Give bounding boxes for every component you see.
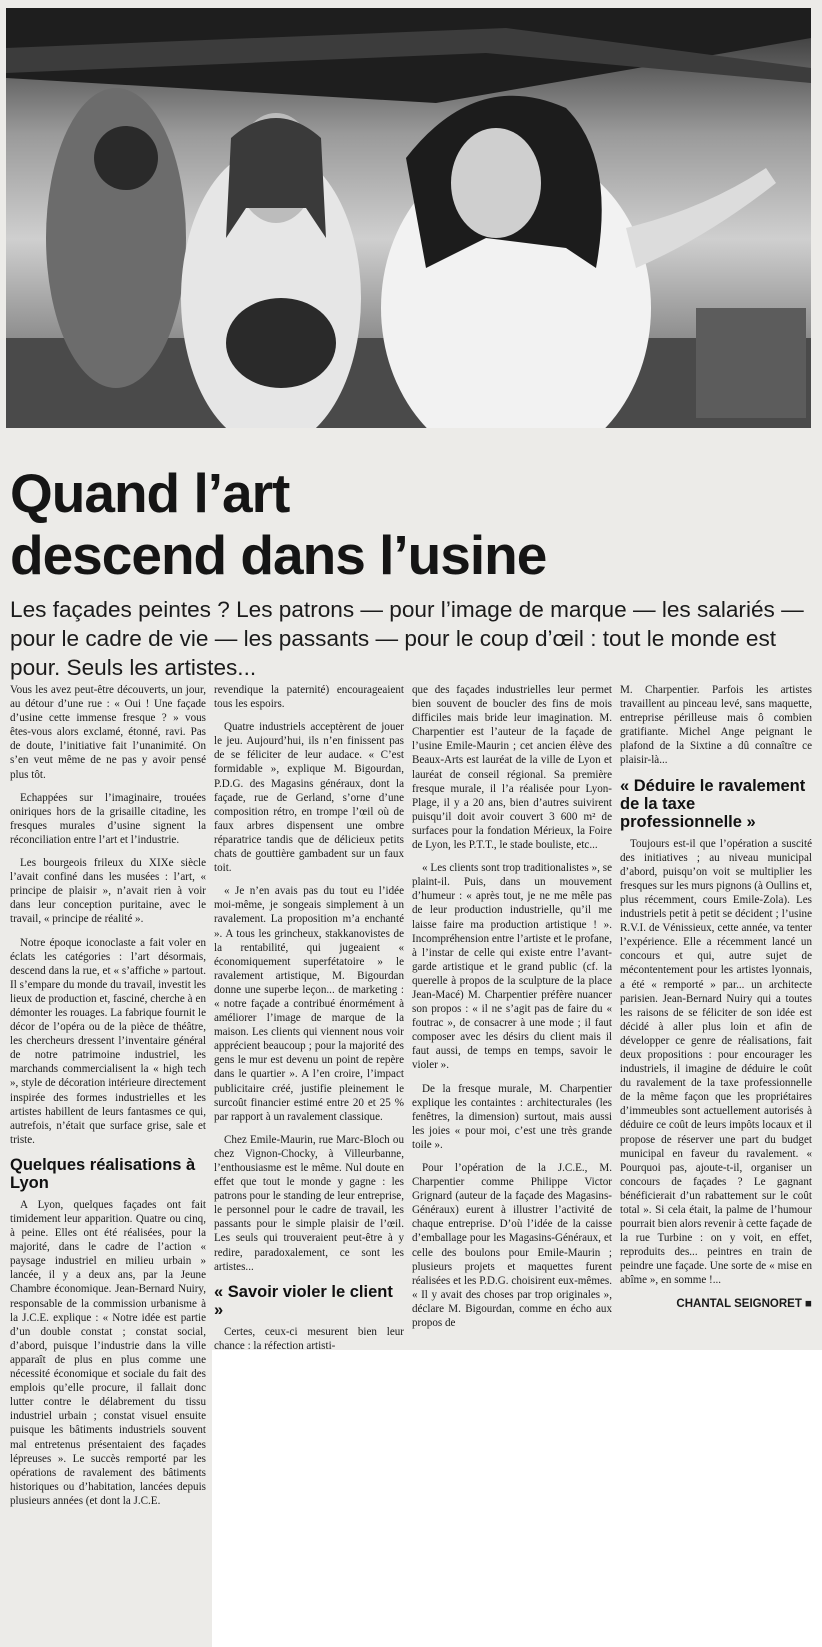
paragraph: M. Charpentier. Parfois les artistes travaillent au pinceau levé, sans maquette, entreprise périlleuse mais ô combien gratifiante. Michel Ange peignant le plafond de la Sixtine a dû connaître ce plaisir-là...	[620, 684, 812, 767]
author-signature: CHANTAL SEIGNORET ■	[676, 1297, 812, 1310]
paragraph: Pour l’opération de la J.C.E., M. Charpentier comme Philippe Victor Grignard (auteur de la façade des Magasins-Généraux) eurent à illustrer l’activité de chaque entreprise. D’où l’idée de la caisse d’emballage pour les Magasins-Généraux, et celle des boulons pour Emile-Maurin ; plusieurs projets et maquettes furent réalisées et les P.D.G. choisirent eux-mêmes. « Il y avait des choses par trop originales », déclare M. Bigourdan, comme en écho aux propos de	[412, 1162, 612, 1330]
paragraph: Toujours est-il que l’opération a suscité des initiatives ; au niveau municipal d’abord, puisqu’on voit se multiplier les fresques sur les murs pignons (à Oullins et, plus récemment, cours Emile-Zola). Les industriels petit à petit se décident ; l’usine R.V.I. de Vénissieux, cette année, va tenter l’expérience. Elle a récemment lancé un concours et qui, autre sujet de mécontentement pour les artistes lyonnais, a été « remporté » par... un architecte parisien. Jean-Bernard Nuiry qui a toutes les raisons de se féliciter de son idée est décidé à aller plus loin et afin de développer ce genre de réalisations, fait deux propositions : pour encourager les industriels, il imagine de déduire le coût du ravalement de la taxe professionnelle de la même façon que les propriétaires d’immeubles sont actuellement autorisés à déduire ce coût de leurs impôts locaux et il propose de réserver une part du budget municipal en faveur du ravalement. « Pourquoi pas, ajoute-t-il, organiser un concours de façades ? Le gagnant bénéficierait d’un rabattement sur le coût total ». Si cela était, la palme de l’humour pourrait bien alors revenir à cette façade de la rue Turbine : on y voit, en effet, reproduits des... peintres en train de peindre une façade. Une sorte de « mise en abîme », en somme !...	[620, 837, 812, 1287]
paragraph: Echappées sur l’imaginaire, trouées oniriques hors de la grisaille citadine, les fresques murales d’usine signent la réconciliation entre l’art et l’industrie.	[10, 791, 206, 846]
paragraph: Certes, ceux-ci mesurent bien leur chance : la réfection artisti-	[214, 1325, 404, 1352]
paragraph: Notre époque iconoclaste a fait voler en éclats les catégories : l’art désormais, descend dans la rue, et « s’affiche » partout. Il s’empare du monde du travail, investit les lieux de production et, fasciné, cherche à en démonter les rouages. La fabrique fournit le décor de l’opéra ou de la pièce de théâtre, les chercheurs dressent l’inventaire général de notre patrimoine industriel, les marchands commercialisent la « high tech », style de décoration intérieure directement inspirée des formes industrielles et les artistes habillent de leurs fantasmes ce qui, autrefois, n’était que surface grise, sale et triste.	[10, 936, 206, 1146]
subheading-deduire: « Déduire le ravalement de la taxe professionnelle »	[620, 776, 806, 831]
background-figure-head	[94, 126, 158, 190]
article-headline	[10, 462, 810, 586]
paragraph: A Lyon, quelques façades ont fait timidement leur apparition. Quatre ou cinq, à peine. Elles ont été réalisées, pour la majorité, dans le cadre de l’action « paysage industriel en milieu urbain » lancée, il y a deux ans, par la Jeune Chambre économique. Jean-Bernard Nuiry, responsable de la commission urbanisme à la J.C.E. explique : « Notre idée est partie d’un double constat ; constat social, d’abord, puisque l’industrie dans la ville apparaît de plus en plus comme une nécessité économique et sociale du fait des emplois qu’elle procure, il fallait donc lutter contre le délabrement du tissu industriel urbain ; constat visuel ensuite puisque les bâtiments industriels souvent mal entretenus présentaient des façades lépreuses ». Le succès remporté par les opérations de ravalement des bâtiments historiques ou d’habitation, lancées depuis plusieurs années (et dont la J.C.E.	[10, 1198, 206, 1507]
main-figure-face	[451, 128, 541, 238]
column-1	[10, 683, 206, 1517]
paragraph: Chez Emile-Maurin, rue Marc-Bloch ou chez Vignon-Chocky, à Villeurbanne, l’enthousiasme est le même. Nul doute en effet que tout le monde y gagne : les patrons pour le standing de leur entreprise, le personnel pour le cadre de travail, les passants pour le simple plaisir de l’œil. Les seuls qui trouveraient peut-être à y redire, paradoxalement, ce sont les artistes...	[214, 1133, 404, 1273]
photo-illustration	[6, 8, 811, 428]
article-photo	[6, 8, 811, 428]
paragraph: « Les clients sont trop traditionalistes », se plaint-il. Puis, dans un mouvement d’humeur : « après tout, je ne me mêle pas de leur production industrielle, qu’il me laisse faire ma production artistique ! ». Incompréhension entre l’artiste et le profane, à l’instar de celle qui existe entre l’avant-garde artistique et le grand public (cf. la querelle à propos de la sculpture de la place Jean-Macé) M. Charpentier préfère nuancer son propos : « il ne s’agit pas de faire du « foutrac », de consacrer à une mode ; il faut composer avec les désirs du client mais il faut aussi, de temps en temps, savoir le violer ».	[412, 862, 612, 1072]
column-4	[620, 683, 812, 1311]
subheading-realisations: Quelques réalisations à Lyon	[10, 1155, 196, 1192]
subheading-savoir-violer: « Savoir violer le client »	[214, 1282, 393, 1319]
paragraph: Vous les avez peut-être découverts, un jour, au détour d’une rue : « Oui ! Une façade d’usine cette immense fresque ? » vous êtes-vous alors exclamé, étonné, ravi. Pas de doute, l’initiative fait l’unanimité. On s’en veut même de ne pas y avoir pensé plus tôt.	[10, 684, 206, 781]
column-3	[412, 683, 612, 1339]
column-2	[214, 683, 404, 1362]
paragraph: De la fresque murale, M. Charpentier explique les containtes : architecturales (les fenêtres, la dimension) surtout, mais aussi les joies « pour moi, c’est une très grande toile ».	[412, 1082, 612, 1151]
article-deck: Les façades peintes ? Les patrons — pour l’image de marque — les salariés — pour le cadre de vie — les passants — pour le coup d’œil : tout le monde est pour. Seuls les artistes...	[10, 597, 804, 680]
right-figure	[696, 308, 806, 418]
raised-arm	[626, 168, 776, 268]
paragraph: « Je n’en avais pas du tout eu l’idée moi-même, je songeais simplement à un ravalement. La proposition m’a enchanté ». A tous les grincheux, stakkanovistes de la rentabilité, qui jugeaient « économiquement superfétatoire » le ravalement artistique, M. Bigourdan donne une superbe leçon... de marketing : « notre façade a contribué énormément à améliorer l’image de marque de la maison. Les clients qui viennent nous voir apprécient beaucoup ; pour la majorité des gens le mur est devenu un point de repère dans le quartier ». A l’en croire, l’impact publicitaire créé, justifie pleinement le surcoût financier estimé entre 20 et 25 % par rapport à un ravalement classique.	[214, 885, 404, 1123]
paragraph: Les bourgeois frileux du XIXe siècle l’avait confiné dans les musées : l’art, « principe de plaisir », n’avait rien à voir dans leur conception puritaine, avec le travail, « principe de réalité ».	[10, 857, 206, 926]
paragraph: Quatre industriels acceptèrent de jouer le jeu. Aujourd’hui, ils n’en finissent pas de se féliciter de leur audace. « C’est formidable », explique M. Bigourdan, P.D.G. des Magasins généraux, dont la façade, rue de Gerland, s’orne d’une composition rétro, en trompe l’œil où de faux arbres dispensent une ombre réparatrice tandis que de délicieux petits chats de gouttière gambadent sur un faux toit.	[214, 721, 404, 875]
headline-line-1: Quand l’art	[10, 462, 290, 524]
paragraph: que des façades industrielles leur permet bien souvent de boucler des fins de mois difficiles mais bride leur imagination. M. Charpentier est l’auteur de la façade de l’usine Emile-Maurin ; cet ancien élève des Beaux-Arts est lauréat de la ville de Lyon et lauréat de conseil régional. Sa première fresque murale, il l’a réalisée pour Lyon-Plage, il y a 20 ans, bien d’autres suivirent puisqu’il doit avoir couvert 3 600 m² de surfaces pour la fondation Mérieux, la Foire de Lyon, les P.T.T., le stade bouliste, etc...	[412, 684, 612, 852]
paragraph: revendique la paternité) encourageaient tous les espoirs.	[214, 684, 404, 711]
woman-shadow	[226, 298, 336, 388]
headline-line-2: descend dans l’usine	[10, 524, 547, 586]
